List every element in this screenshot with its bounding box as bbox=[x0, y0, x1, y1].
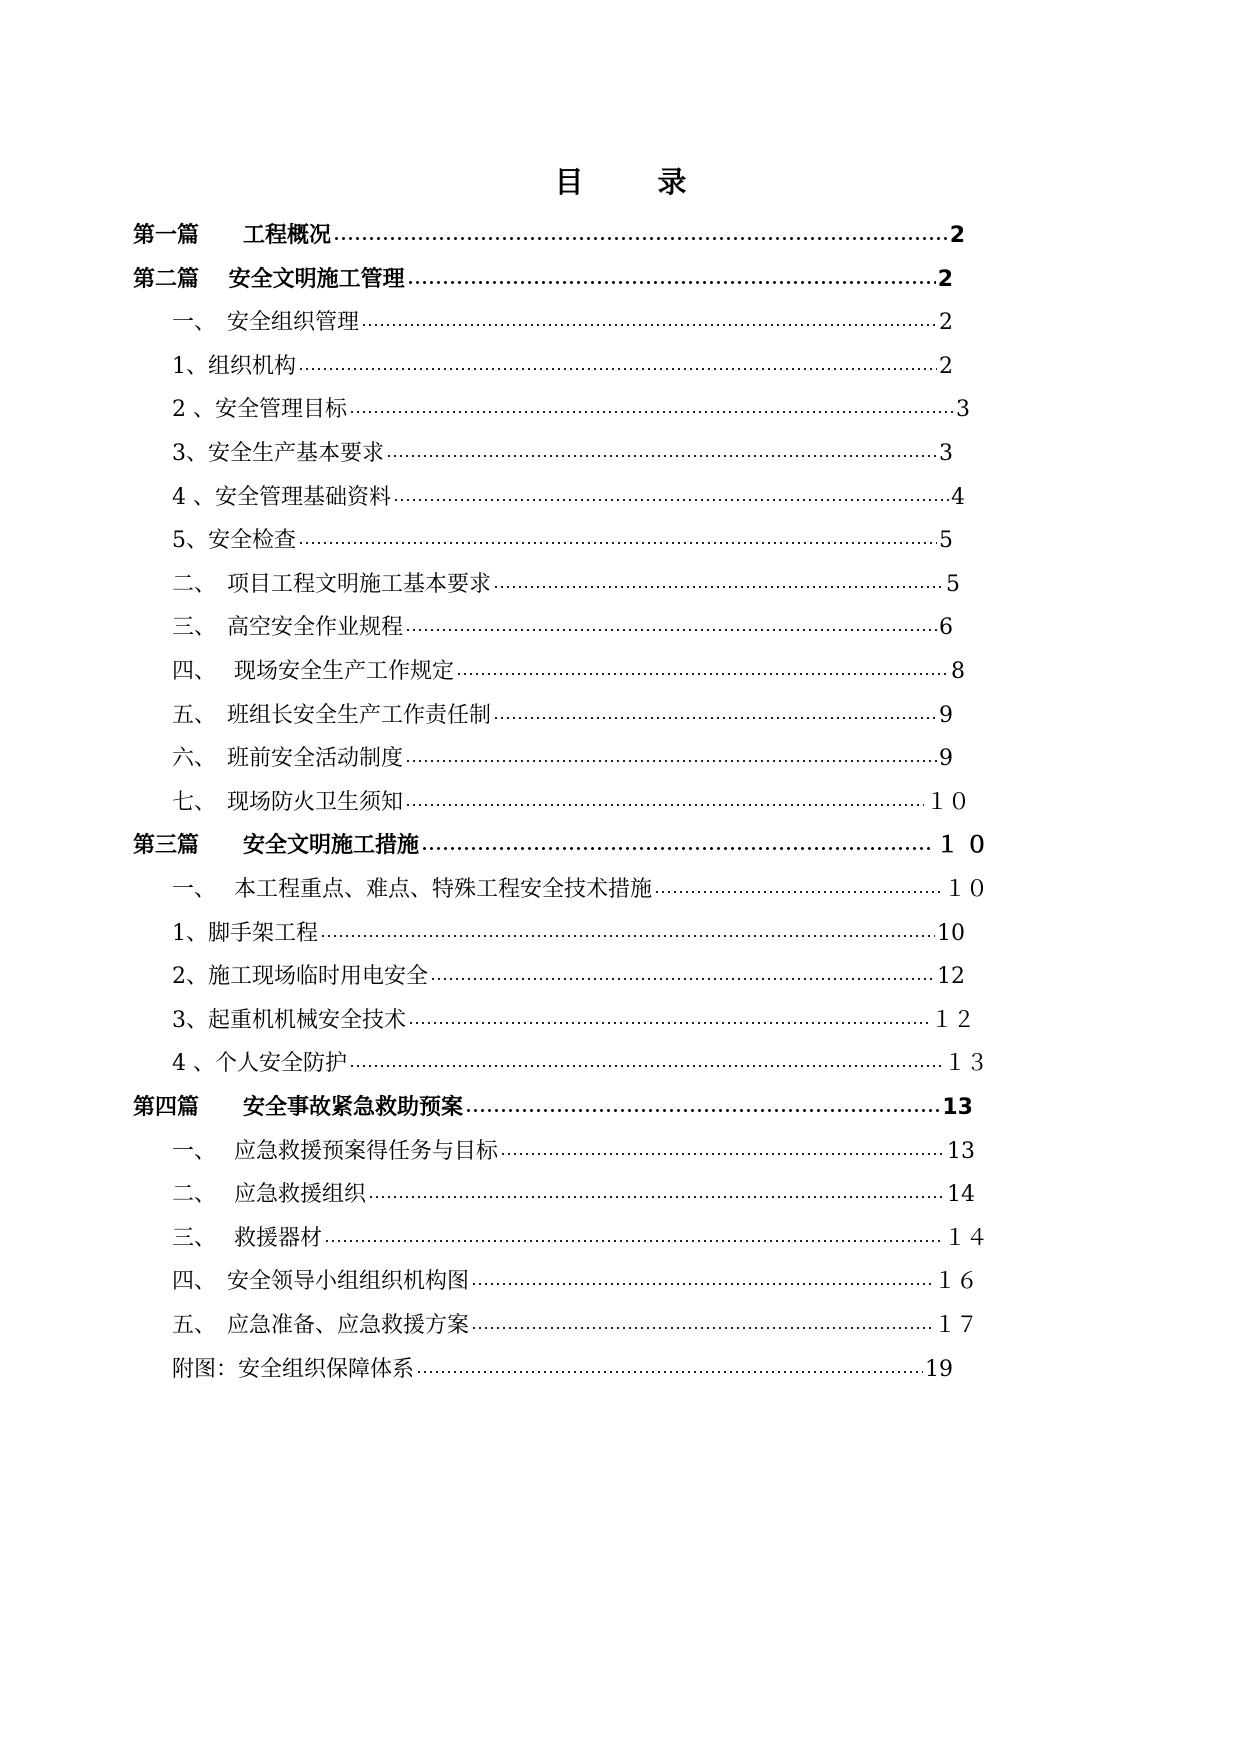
toc-entry-page-number: １ ０ bbox=[936, 833, 988, 859]
toc-entry-page-number: 2 bbox=[939, 310, 953, 336]
toc-entry-label: 4 、安全管理基础资料 bbox=[172, 484, 391, 510]
toc-entry-page-number: 3 bbox=[956, 397, 970, 423]
toc-entry[interactable] bbox=[172, 916, 965, 952]
toc-entry-page-number: １３ bbox=[943, 1051, 988, 1077]
toc-entry-label: 一、 安全组织管理 bbox=[172, 310, 360, 336]
toc-dot-leader bbox=[465, 1090, 940, 1126]
toc-entry[interactable] bbox=[172, 654, 965, 690]
toc-entry-page-number: 4 bbox=[951, 484, 965, 510]
toc-entry-page-number: 13 bbox=[947, 1138, 975, 1164]
toc-entry-page-number: １０ bbox=[943, 877, 988, 902]
toc-entry-page-number: 2 bbox=[937, 266, 953, 292]
toc-dot-leader bbox=[416, 1352, 923, 1388]
toc-dot-leader bbox=[349, 392, 954, 428]
toc-dot-leader bbox=[471, 1308, 932, 1344]
toc-entry-label: 三、 救援器材 bbox=[172, 1225, 322, 1251]
toc-dot-leader bbox=[393, 480, 949, 516]
toc-entry-page-number: １２ bbox=[930, 1007, 975, 1033]
toc-entry-label: 五、 班组长安全生产工作责任制 bbox=[172, 702, 492, 728]
toc-entry[interactable] bbox=[172, 1308, 978, 1344]
toc-entry[interactable] bbox=[133, 218, 965, 254]
toc-entry-label: 三、 高空安全作业规程 bbox=[172, 615, 404, 641]
toc-entry[interactable] bbox=[172, 785, 970, 821]
toc-entry-page-number: 9 bbox=[939, 702, 953, 728]
toc-dot-leader bbox=[408, 1003, 929, 1039]
toc-entry-page-number: １４ bbox=[943, 1225, 988, 1251]
toc-entry[interactable] bbox=[172, 1177, 975, 1213]
toc-entry-label: 2、施工现场临时用电安全 bbox=[172, 964, 428, 990]
toc-entry-page-number: 3 bbox=[939, 441, 953, 466]
toc-entry-label: 5、安全检查 bbox=[172, 528, 296, 554]
toc-dot-leader bbox=[456, 654, 949, 690]
toc-dot-leader bbox=[349, 1046, 942, 1082]
toc-entry-label: 七、 现场防火卫生须知 bbox=[172, 789, 404, 815]
toc-entry-label: 四、 现场安全生产工作规定 bbox=[172, 659, 454, 684]
toc-entry-label: 2 、安全管理目标 bbox=[172, 397, 347, 423]
toc-entry[interactable] bbox=[172, 698, 953, 734]
toc-dot-leader bbox=[654, 872, 942, 908]
toc-dot-leader bbox=[493, 698, 937, 734]
toc-entry[interactable] bbox=[172, 1134, 975, 1170]
toc-dot-leader bbox=[386, 436, 937, 472]
toc-entry[interactable] bbox=[133, 1090, 973, 1126]
toc-entry[interactable] bbox=[172, 1221, 988, 1257]
toc-entry-label: 1、组织机构 bbox=[172, 353, 296, 379]
toc-entry-label: 一、 应急救援预案得任务与目标 bbox=[172, 1138, 498, 1164]
toc-entry-page-number: 10 bbox=[937, 920, 965, 946]
toc-dot-leader bbox=[493, 567, 944, 603]
toc-entry[interactable] bbox=[172, 1352, 953, 1388]
toc-entry-page-number: 12 bbox=[937, 964, 965, 990]
toc-entry-label: 1、脚手架工程 bbox=[172, 920, 318, 946]
toc-entry[interactable] bbox=[172, 959, 965, 995]
toc-dot-leader bbox=[324, 1221, 942, 1257]
toc-entry[interactable] bbox=[172, 1046, 988, 1082]
toc-entry[interactable] bbox=[172, 349, 953, 385]
toc-entry-page-number: １０ bbox=[925, 789, 970, 815]
toc-entry-label: 第一篇 工程概况 bbox=[133, 223, 332, 248]
toc-dot-leader bbox=[471, 1264, 932, 1300]
toc-entry[interactable] bbox=[172, 1264, 978, 1300]
toc-entry-page-number: １６ bbox=[933, 1269, 978, 1295]
toc-entry[interactable] bbox=[172, 523, 953, 559]
toc-entry[interactable] bbox=[172, 567, 960, 603]
toc-entry[interactable] bbox=[172, 741, 953, 777]
toc-entry[interactable] bbox=[133, 828, 988, 864]
toc-entry-label: 3、起重机机械安全技术 bbox=[172, 1007, 406, 1033]
toc-dot-leader bbox=[298, 523, 937, 559]
toc-entry[interactable] bbox=[172, 480, 965, 516]
toc-dot-leader bbox=[368, 1177, 945, 1213]
toc-dot-leader bbox=[421, 828, 934, 864]
toc-entry-page-number: 2 bbox=[939, 353, 953, 379]
toc-entry-label: 第四篇 安全事故紧急救助预案 bbox=[133, 1095, 464, 1120]
toc-dot-leader bbox=[361, 305, 937, 341]
toc-dot-leader bbox=[333, 218, 948, 254]
toc-dot-leader bbox=[405, 785, 924, 821]
toc-entry-label: 四、 安全领导小组组织机构图 bbox=[172, 1269, 470, 1295]
page-title: 目 录 bbox=[554, 165, 719, 199]
toc-entry-page-number: 14 bbox=[947, 1182, 975, 1208]
toc-entry-page-number: 8 bbox=[951, 659, 965, 684]
toc-entry[interactable] bbox=[133, 262, 953, 298]
toc-entry-page-number: 13 bbox=[942, 1095, 973, 1120]
toc-entry[interactable] bbox=[172, 305, 953, 341]
toc-dot-leader bbox=[405, 741, 937, 777]
toc-dot-leader bbox=[407, 262, 936, 298]
toc-entry-page-number: 2 bbox=[949, 223, 965, 248]
toc-entry-label: 二、 应急救援组织 bbox=[172, 1182, 366, 1208]
toc-dot-leader bbox=[405, 610, 937, 646]
toc-entry-label: 第三篇 安全文明施工措施 bbox=[133, 833, 420, 859]
toc-entry-page-number: 6 bbox=[939, 615, 953, 641]
toc-dot-leader bbox=[500, 1134, 945, 1170]
toc-entry[interactable] bbox=[172, 610, 953, 646]
toc-entry-label: 第二篇 安全文明施工管理 bbox=[133, 266, 405, 292]
toc-entry[interactable] bbox=[172, 1003, 975, 1039]
toc-dot-leader bbox=[430, 959, 935, 995]
toc-entry-page-number: 19 bbox=[925, 1356, 953, 1382]
toc-entry-label: 一、 本工程重点、难点、特殊工程安全技术措施 bbox=[172, 877, 652, 902]
toc-dot-leader bbox=[298, 349, 937, 385]
toc-entry-label: 二、 项目工程文明施工基本要求 bbox=[172, 571, 492, 597]
toc-entry-page-number: １７ bbox=[933, 1313, 978, 1338]
toc-entry-label: 五、 应急准备、应急救援方案 bbox=[172, 1313, 470, 1338]
toc-entry[interactable] bbox=[172, 436, 953, 472]
toc-entry-label: 3、安全生产基本要求 bbox=[172, 441, 384, 466]
toc-entry-label: 附图：安全组织保障体系 bbox=[172, 1356, 415, 1382]
toc-entry-page-number: 9 bbox=[939, 746, 953, 772]
toc-entry[interactable] bbox=[172, 392, 970, 428]
toc-entry-label: 4 、个人安全防护 bbox=[172, 1051, 347, 1077]
toc-entry-page-number: 5 bbox=[946, 571, 960, 597]
toc-dot-leader bbox=[320, 916, 935, 952]
toc-entry[interactable] bbox=[172, 872, 988, 908]
toc-entry-label: 六、 班前安全活动制度 bbox=[172, 746, 404, 772]
toc-entry-page-number: 5 bbox=[939, 528, 953, 554]
